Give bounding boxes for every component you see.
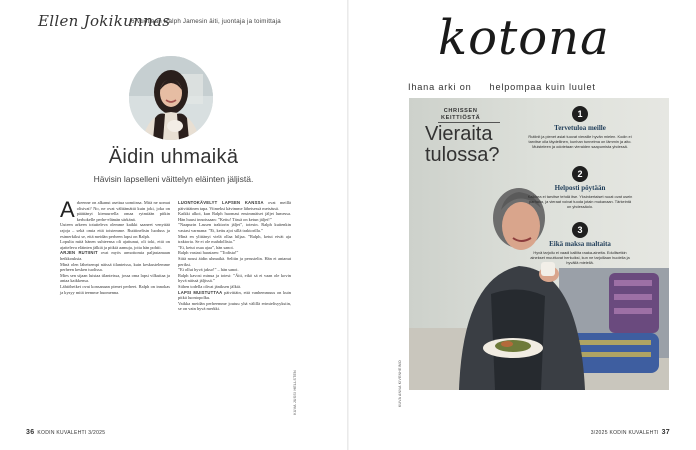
article-paragraph: Siitä nousi äidin uhmaikä. Selitin ja perustelin. Hän ei antanut periksi.	[178, 255, 291, 267]
tip-title: Helposti pöytään	[554, 184, 606, 192]
paragraph-lead: ARJEN RUTIINIT	[60, 250, 98, 256]
drop-cap: A	[60, 197, 75, 222]
section-title: kotona	[438, 10, 610, 66]
folio-left	[26, 429, 105, 436]
article-paragraph: ”Naapurin Lassen traktorin jäljet”, totesin. Ralph kuitenkin vastasi varmana: ”Ei, kettu ajoi sillä traktorilla.”	[178, 222, 291, 233]
folio-text: 3/2025 KODIN KUVALEHTI	[590, 430, 659, 436]
page-gutter	[347, 0, 349, 450]
columnist-byline: 6-vuotiaan Ralph Jamesin äiti, juontaja ja toimittaja	[131, 18, 281, 25]
article-paragraph: LUONTOKÄVELYT LAPSEN KANSSA ovat meillä päivittäinen tapa. Viimeksi kävimme läheisessä metsässä.	[178, 200, 291, 211]
kicker-line-2: KEITTIÖSTÄ	[441, 114, 481, 121]
article-column-2	[178, 200, 291, 312]
article-paragraph: Ralph vastasi haastaen: ”Todista!”	[178, 250, 239, 256]
photo-credit: KUVA ANNA KIVENHEIMO	[398, 360, 402, 408]
tip-number-badge: 3	[572, 222, 588, 238]
tagline-part-2: helpompaa kuin luulet	[489, 82, 596, 92]
tip-number-badge: 2	[572, 166, 588, 182]
tip-title: Tervetuloa meille	[554, 124, 606, 132]
tip-text: Kaikkea ei tarvitse tehdä itse. Yksinkertaiset ruoat ovat usein parhaita, ja vieraat voivat tuoda jotain mukanaan. Tärkeintä on yhdessäolo.	[527, 194, 633, 209]
tip-title: Eikä maksa maltaita	[549, 240, 611, 248]
portrait-illustration	[129, 56, 213, 140]
article-column-1	[60, 197, 170, 295]
page-number: 36	[26, 429, 35, 436]
tip-number-badge: 1	[572, 106, 588, 122]
article-paragraph: ”Ei ollut hyvä jakso!” – hän sanoi.	[178, 267, 239, 273]
columnist-signature: Ellen Jokikunnas	[38, 12, 171, 30]
article-paragraph: Lopulta mitä hänen suhteensa oli ajattunut, oli toki, että on ajatteleva eläinten jälkiä ja pitkiä aamuja, joita hän pohtii.	[60, 239, 170, 250]
article-paragraph: Minä olen läheisempi näissä tilanteissa, kuin keskustelemme perheen kesken tuolissa.	[60, 261, 170, 273]
article-paragraph: Siihen todella olivat jäniksen jälkiä.	[178, 283, 242, 289]
article-paragraph: Arkeenne on alkanut asettua uomiinsa. Mitä ne uomat olisivat? No, ne ovat välttämättä kuin joki, joka on päättänyt kiemurrella omaa rytmiään pitkin kerhokelle perhe-elämän särkänä.	[60, 197, 170, 222]
article-paragraph: Ralph kavosi minua ja totesi: ”Äiti, eikö sä ei vaan ole kovin hyvä näissä jäljissä.”	[178, 272, 291, 284]
folio-text: KODIN KUVALEHTI 3/2025	[37, 430, 106, 436]
article-paragraph: Mies sen sijaan luistaa tilanteissa, jossa oma lapsi vilkuttaa ja antaa kaikkensa.	[60, 272, 170, 284]
article-paragraph: Lähtöhetket ovat konsanaan pienet perheet. Ralph on innokas ja kysyy mitä teemme huomenna.	[60, 283, 170, 295]
tip-text: Rutiinit ja pienet asiat tuovat vieraille hyvän mielen. Kodin ei tarvitse olla täydellinen, kunhan tunnelma on lämmin ja aito. Muisteleen ja odotetaan vieraiden saapumista yhdessä.	[528, 134, 632, 149]
section-tagline	[408, 82, 596, 92]
article-paragraph: Vaikka meidän perheemme joutuu yhä välillä erimielisyyksiin, se on vain hyvä merkki.	[178, 300, 291, 312]
article-paragraph: Uuteen arkeen totutteleva olemme kaikki saaneet venyttää rajoja – sekä omia että toistemme. Ruttiinelisin luoduss ja esimerkiksi se, että meidän perheen lapsi on Ralph.	[60, 222, 170, 239]
column-headline: Äidin uhmaikä	[108, 146, 239, 168]
article-paragraph: ARJEN RUTIINIT ovat myös armottomia paljastamaan heikkouksia.	[60, 250, 170, 261]
article-paragraph: Kaikki alkoi, kun Ralph huomasi ensimmäiset jäljet lumessa. Hän huusi innoissaan: ”Kettu! Tässä on ketun jäljet!”	[178, 211, 291, 222]
paragraph-lead: LAPSI MUISTUTTAA	[178, 289, 223, 295]
kicker-line-1: CHRISSEN	[443, 108, 478, 114]
column-subheadline: Hävisin lapselleni väittelyn eläinten jäljistä.	[93, 174, 254, 184]
feature-headline: Vieraita tulossa?	[425, 123, 500, 166]
article-paragraph: Minä en ylittänyt vielä ollaa hiljaa. ”Ralph, ketut eivät aja traktoria. Se ei ole mahdollista.”	[178, 233, 291, 245]
page-number: 37	[661, 429, 670, 436]
tagline-part-1: Ihana arki on	[408, 82, 472, 92]
article-paragraph: LAPSI MUISTUTTAA päivittäin, että vanhemmuus on kuin pitkä luontopolku.	[178, 289, 291, 301]
tip-text: Hyvä tarjoilu ei vaadi kalliita raaka-aineita. Edullisetkin ainekset muuttuvat herkuiksi, kun ne tarjoillaan huolella ja hyvällä mielellä.	[530, 250, 630, 265]
kicker	[441, 108, 480, 121]
photo-credit: KUVA JUSSI HELLSTEN	[293, 370, 297, 415]
paragraph-lead: LUONTOKÄVELYT LAPSEN KANSSA	[178, 200, 264, 205]
article-paragraph: ”Ei, ketut osaa ajaa”, hän sanoi.	[178, 244, 234, 250]
columnist-portrait	[129, 56, 213, 140]
folio-right	[591, 429, 670, 436]
